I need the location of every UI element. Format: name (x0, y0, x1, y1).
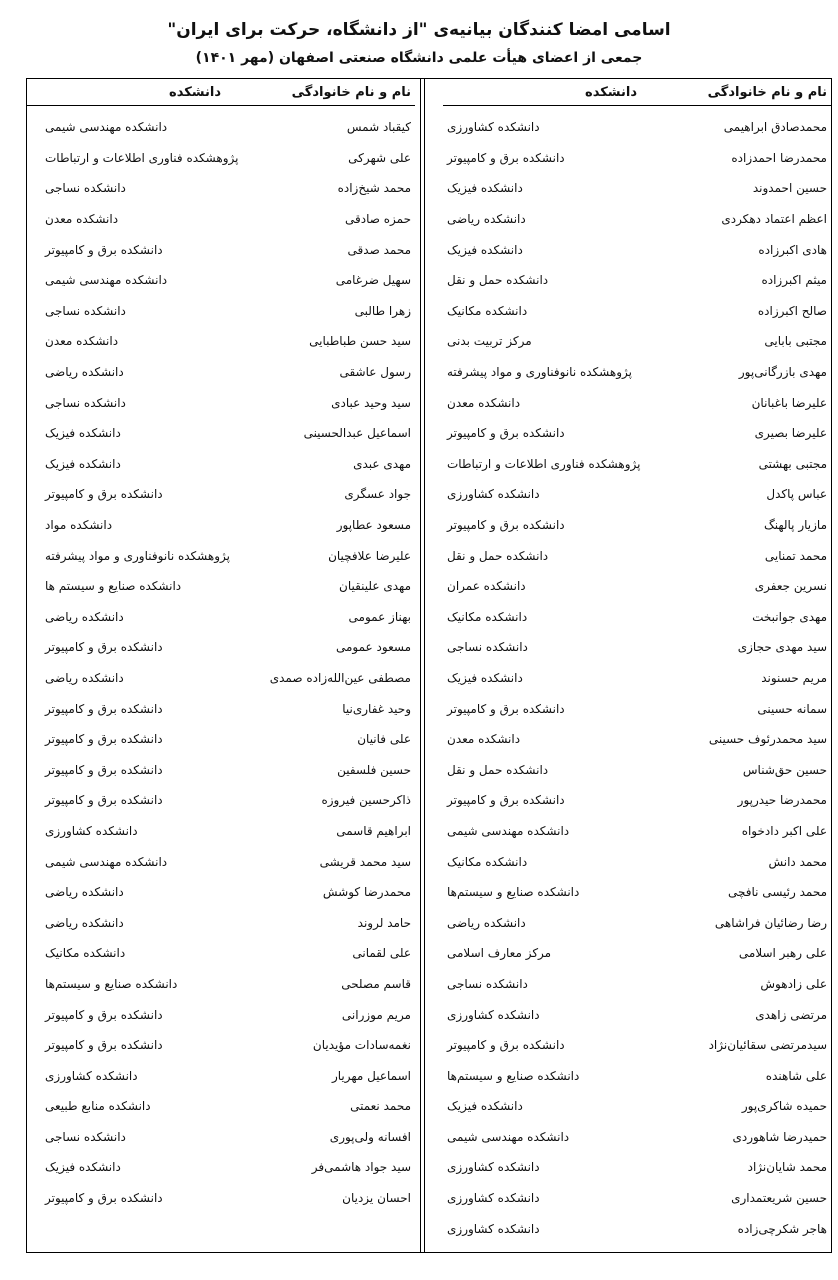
signatory-name: حسین شریعتمداری (731, 1191, 827, 1206)
table-row (27, 969, 415, 1000)
signatory-name: بهناز عمومی (348, 609, 411, 624)
signatory-faculty: دانشکده کشاورزی (45, 1068, 138, 1083)
table-row (443, 449, 831, 480)
signatory-name: رضا رضائیان فراشاهی (714, 915, 827, 930)
signatory-name: نغمه‌سادات مؤیدیان (312, 1038, 411, 1053)
signatory-faculty: دانشکده منابع طبیعی (45, 1099, 151, 1114)
signatory-name: کیقباد شمس (346, 120, 411, 135)
signatory-faculty: دانشکده حمل و نقل (447, 273, 549, 288)
table-row (443, 1152, 831, 1183)
table-row (443, 571, 831, 602)
signatory-faculty: دانشکده ریاضی (45, 609, 124, 624)
table-row (27, 938, 415, 969)
signatory-faculty: دانشکده صنایع و سیستم‌ها (45, 976, 178, 991)
signatory-faculty: دانشکده معدن (447, 732, 521, 747)
signatory-name: علی زادهوش (760, 976, 827, 991)
table-row (27, 326, 415, 357)
signatory-faculty: دانشکده صنایع و سیستم ها (45, 579, 182, 594)
signatory-faculty: دانشکده برق و کامپیوتر (447, 518, 565, 533)
signatory-faculty: دانشکده حمل و نقل (447, 762, 549, 777)
signatory-name: محمد شیخ‌زاده (337, 181, 411, 196)
signatory-name: سید مهدی حجازی (737, 640, 827, 655)
signatory-faculty: دانشکده برق و کامپیوتر (45, 762, 163, 777)
header-name: نام و نام خانوادگی (707, 84, 827, 100)
signatory-faculty: دانشکده عمران (447, 579, 526, 594)
signatory-name: محمدرضا حیدرپور (737, 793, 827, 808)
signatory-faculty: دانشکده مکانیک (447, 609, 528, 624)
table-row (27, 1091, 415, 1122)
signatory-name: عباس پاکدل (766, 487, 827, 502)
signatories-table (26, 78, 832, 1253)
signatory-name: مرتضی زاهدی (755, 1007, 827, 1022)
signatory-name: علیرضا بصیری (754, 426, 827, 441)
signatory-faculty: دانشکده نساجی (45, 181, 126, 196)
table-row (27, 387, 415, 418)
table-row (27, 540, 415, 571)
signatory-faculty: دانشکده کشاورزی (45, 823, 138, 838)
table-row (443, 540, 831, 571)
signatory-name: مجتبی بهشتی (758, 456, 827, 471)
signatory-faculty: دانشکده برق و کامپیوتر (45, 1007, 163, 1022)
signatory-name: مازیار پالهنگ (763, 518, 827, 533)
signatory-name: مجتبی بابایی (764, 334, 827, 349)
table-row (27, 234, 415, 265)
signatory-name: حمیدرضا شاهوردی (732, 1129, 827, 1144)
signatory-faculty: دانشکده ریاضی (45, 915, 124, 930)
table-row (27, 693, 415, 724)
signatory-faculty: دانشکده ریاضی (45, 670, 124, 685)
signatory-faculty: دانشکده برق و کامپیوتر (45, 487, 163, 502)
signatory-name: محمد شایان‌نژاد (747, 1160, 827, 1175)
signatory-faculty: دانشکده برق و کامپیوتر (447, 150, 565, 165)
table-row (443, 1091, 831, 1122)
signatory-faculty: دانشکده نساجی (447, 640, 528, 655)
signatory-name: حسین حق‌شناس (742, 762, 827, 777)
signatory-faculty: دانشکده صنایع و سیستم‌ها (447, 885, 580, 900)
table-row (443, 1030, 831, 1061)
signatory-name: حسین احمدوند (752, 181, 827, 196)
signatory-faculty: دانشکده کشاورزی (447, 487, 540, 502)
signatory-name: علیرضا باغبانان (751, 395, 827, 410)
signatory-name: سید وحید عبادی (331, 395, 411, 410)
table-row (443, 204, 831, 235)
table-row (27, 877, 415, 908)
signatory-name: محمدصادق ابراهیمی (723, 120, 827, 135)
table-row (443, 357, 831, 388)
signatory-name: احسان یزدیان (342, 1191, 411, 1206)
table-row (27, 999, 415, 1030)
signatory-name: مهدی جوانبخت (752, 609, 827, 624)
signatory-faculty: دانشکده برق و کامپیوتر (447, 1038, 565, 1053)
table-row (443, 1060, 831, 1091)
signatory-name: علیرضا علافچیان (328, 548, 411, 563)
table-row (443, 754, 831, 785)
signatory-name: اسماعیل مهریار (331, 1068, 411, 1083)
table-row (27, 1152, 415, 1183)
table-row (443, 969, 831, 1000)
table-row (443, 173, 831, 204)
table-row (27, 602, 415, 633)
signatory-faculty: دانشکده برق و کامپیوتر (447, 701, 565, 716)
signatory-faculty: دانشکده کشاورزی (447, 1221, 540, 1236)
table-row (27, 418, 415, 449)
signatory-faculty: دانشکده مهندسی شیمی (45, 120, 168, 135)
table-row (27, 357, 415, 388)
signatory-name: ذاکرحسین فیروزه (321, 793, 411, 808)
signatory-name: ابراهیم قاسمی (336, 823, 411, 838)
signatory-name: وحید غفاری‌نیا (342, 701, 411, 716)
table-column-right (443, 79, 831, 1252)
signatory-faculty: دانشکده فیزیک (447, 670, 523, 685)
signatory-faculty: پژوهشکده نانوفناوری و مواد پیشرفته (447, 365, 632, 380)
signatory-faculty: پژوهشکده نانوفناوری و مواد پیشرفته (45, 548, 230, 563)
signatory-name: میثم اکبرزاده (761, 273, 827, 288)
table-row (27, 173, 415, 204)
signatory-name: سمانه حسینی (757, 701, 827, 716)
signatory-name: مهدی علینقیان (339, 579, 411, 594)
table-row (443, 846, 831, 877)
signatory-faculty: دانشکده کشاورزی (447, 1160, 540, 1175)
signatory-faculty: پژوهشکده فناوری اطلاعات و ارتباطات (45, 150, 239, 165)
signatory-faculty: دانشکده مکانیک (447, 303, 528, 318)
table-row (443, 602, 831, 633)
table-rows-right (443, 106, 831, 1244)
signatory-name: رسول عاشقی (339, 365, 411, 380)
signatory-faculty: دانشکده برق و کامپیوتر (45, 640, 163, 655)
signatory-name: نسرین جعفری (754, 579, 827, 594)
table-row (443, 663, 831, 694)
signatory-name: محمد صدقی (347, 242, 411, 257)
column-divider (420, 79, 425, 1252)
signatory-name: مریم موزرانی (341, 1007, 411, 1022)
signatory-name: زهرا طالبی (354, 303, 411, 318)
signatory-faculty: دانشکده فیزیک (447, 242, 523, 257)
signatory-faculty: دانشکده برق و کامپیوتر (447, 793, 565, 808)
signatory-faculty: دانشکده ریاضی (447, 915, 526, 930)
signatory-faculty: دانشکده مهندسی شیمی (45, 854, 168, 869)
signatory-name: مهدی عبدی (353, 456, 411, 471)
signatory-faculty: دانشکده صنایع و سیستم‌ها (447, 1068, 580, 1083)
signatory-faculty: دانشکده فیزیک (447, 1099, 523, 1114)
signatory-name: محمد نعمتی (350, 1099, 411, 1114)
signatory-faculty: دانشکده ریاضی (447, 212, 526, 227)
table-row (27, 754, 415, 785)
signatory-name: هادی اکبرزاده (758, 242, 827, 257)
signatory-faculty: دانشکده برق و کامپیوتر (45, 1191, 163, 1206)
table-row (443, 265, 831, 296)
signatory-name: محمد رئیسی نافچی (728, 885, 827, 900)
signatory-faculty: مرکز تربیت بدنی (447, 334, 532, 349)
table-row (443, 326, 831, 357)
table-header (27, 79, 415, 106)
table-row (443, 296, 831, 327)
signatory-faculty: دانشکده کشاورزی (447, 120, 540, 135)
signatory-faculty: دانشکده مهندسی شیمی (447, 1129, 570, 1144)
signatory-name: حسین فلسفین (337, 762, 411, 777)
signatory-name: سیدمرتضی سقائیان‌نژاد (708, 1038, 827, 1053)
signatory-faculty: دانشکده مکانیک (447, 854, 528, 869)
table-column-left (27, 79, 415, 1252)
signatory-faculty: دانشکده برق و کامپیوتر (45, 732, 163, 747)
signatory-faculty: دانشکده حمل و نقل (447, 548, 549, 563)
table-row (27, 663, 415, 694)
signatory-name: محمد دانش (768, 854, 827, 869)
table-row (443, 999, 831, 1030)
table-row (443, 1213, 831, 1244)
signatory-name: محمدرضا احمدزاده (731, 150, 827, 165)
signatory-faculty: دانشکده معدن (45, 334, 119, 349)
table-header (443, 79, 831, 106)
signatory-name: علی اکبر دادخواه (741, 823, 827, 838)
table-row (27, 1122, 415, 1153)
table-row (443, 632, 831, 663)
table-row (443, 907, 831, 938)
signatory-name: محمدرضا کوشش (322, 885, 411, 900)
signatory-faculty: دانشکده نساجی (45, 395, 126, 410)
signatory-faculty: دانشکده معدن (45, 212, 119, 227)
signatory-name: سید محمدرئوف حسینی (708, 732, 827, 747)
table-row (27, 1060, 415, 1091)
signatory-name: صالح اکبرزاده (757, 303, 827, 318)
table-row (27, 571, 415, 602)
table-row (27, 112, 415, 143)
signatory-name: مصطفی عین‌الله‌زاده صمدی (269, 670, 411, 685)
table-row (443, 510, 831, 541)
signatory-name: مسعود عطاپور (336, 518, 411, 533)
signatory-name: سهیل ضرغامی (335, 273, 411, 288)
signatory-name: علی لقمانی (352, 946, 411, 961)
signatory-faculty: دانشکده نساجی (447, 976, 528, 991)
table-row (443, 479, 831, 510)
table-row (443, 234, 831, 265)
table-row (443, 418, 831, 449)
signatory-name: قاسم مصلحی (341, 976, 411, 991)
signatory-name: مسعود عمومی (335, 640, 411, 655)
table-row (443, 1122, 831, 1153)
signatory-name: افسانه ولی‌پوری (329, 1129, 411, 1144)
table-row (27, 632, 415, 663)
table-row (27, 846, 415, 877)
signatory-name: سید جواد هاشمی‌فر (311, 1160, 411, 1175)
table-row (27, 265, 415, 296)
table-row (27, 785, 415, 816)
signatory-faculty: دانشکده فیزیک (45, 1160, 121, 1175)
header-name: نام و نام خانوادگی (291, 84, 411, 100)
signatory-name: جواد عسگری (344, 487, 411, 502)
signatory-faculty: دانشکده برق و کامپیوتر (45, 701, 163, 716)
signatory-faculty: دانشکده مهندسی شیمی (45, 273, 168, 288)
table-row (27, 907, 415, 938)
signatory-faculty: دانشکده معدن (447, 395, 521, 410)
table-row (443, 724, 831, 755)
signatory-name: علی شاهنده (765, 1068, 827, 1083)
signatory-faculty: پژوهشکده فناوری اطلاعات و ارتباطات (447, 456, 641, 471)
table-row (27, 204, 415, 235)
table-row (27, 724, 415, 755)
signatory-name: اعظم اعتماد دهکردی (721, 212, 827, 227)
signatory-faculty: دانشکده نساجی (45, 303, 126, 318)
table-row (443, 112, 831, 143)
signatory-faculty: دانشکده فیزیک (447, 181, 523, 196)
signatory-name: علی فانیان (357, 732, 411, 747)
signatory-name: هاجر شکرچی‌زاده (737, 1221, 827, 1236)
signatory-faculty: دانشکده برق و کامپیوتر (45, 793, 163, 808)
signatory-name: سید محمد قریشی (319, 854, 411, 869)
table-row (27, 816, 415, 847)
table-row (27, 449, 415, 480)
signatory-name: محمد تمنایی (764, 548, 827, 563)
signatory-faculty: دانشکده نساجی (45, 1129, 126, 1144)
table-row (27, 143, 415, 174)
table-rows-left (27, 106, 415, 1213)
table-row (443, 1183, 831, 1214)
signatory-name: حامد لروند (357, 915, 411, 930)
signatory-name: مریم حسنوند (761, 670, 827, 685)
signatory-name: حمزه صادقی (344, 212, 411, 227)
signatory-faculty: دانشکده ریاضی (45, 885, 124, 900)
signatory-name: حمیده شاکری‌پور (741, 1099, 827, 1114)
signatory-faculty: دانشکده کشاورزی (447, 1191, 540, 1206)
document-subtitle: جمعی از اعضای هیأت علمی دانشگاه صنعتی اصفهان (مهر ۱۴۰۱) (195, 50, 643, 66)
signatory-faculty: دانشکده ریاضی (45, 365, 124, 380)
signatory-faculty: دانشکده مواد (45, 518, 113, 533)
table-row (443, 387, 831, 418)
signatory-faculty: دانشکده برق و کامپیوتر (447, 426, 565, 441)
signatory-faculty: دانشکده برق و کامپیوتر (45, 1038, 163, 1053)
signatory-faculty: دانشکده برق و کامپیوتر (45, 242, 163, 257)
document-title: اسامی امضا کنندگان بیانیه‌ی "از دانشگاه، حرکت برای ایران" (167, 20, 671, 40)
table-row (443, 816, 831, 847)
header-faculty: دانشکده (169, 84, 221, 100)
table-row (27, 510, 415, 541)
signatory-faculty: دانشکده مهندسی شیمی (447, 823, 570, 838)
table-row (443, 143, 831, 174)
signatory-name: علی شهرکی (348, 150, 411, 165)
signatory-faculty: دانشکده مکانیک (45, 946, 126, 961)
header-faculty: دانشکده (585, 84, 637, 100)
table-row (27, 1030, 415, 1061)
signatory-name: علی رهبر اسلامی (738, 946, 827, 961)
signatory-faculty: دانشکده فیزیک (45, 456, 121, 471)
table-row (443, 877, 831, 908)
table-row (27, 1183, 415, 1214)
table-row (443, 785, 831, 816)
table-row (443, 938, 831, 969)
signatory-name: سید حسن طباطبایی (309, 334, 411, 349)
signatory-name: مهدی بازرگانی‌پور (738, 365, 827, 380)
table-row (443, 693, 831, 724)
signatory-faculty: مرکز معارف اسلامی (447, 946, 552, 961)
signatory-faculty: دانشکده کشاورزی (447, 1007, 540, 1022)
table-row (27, 479, 415, 510)
signatory-faculty: دانشکده فیزیک (45, 426, 121, 441)
table-row (27, 296, 415, 327)
signatory-name: اسماعیل عبدالحسینی (303, 426, 411, 441)
